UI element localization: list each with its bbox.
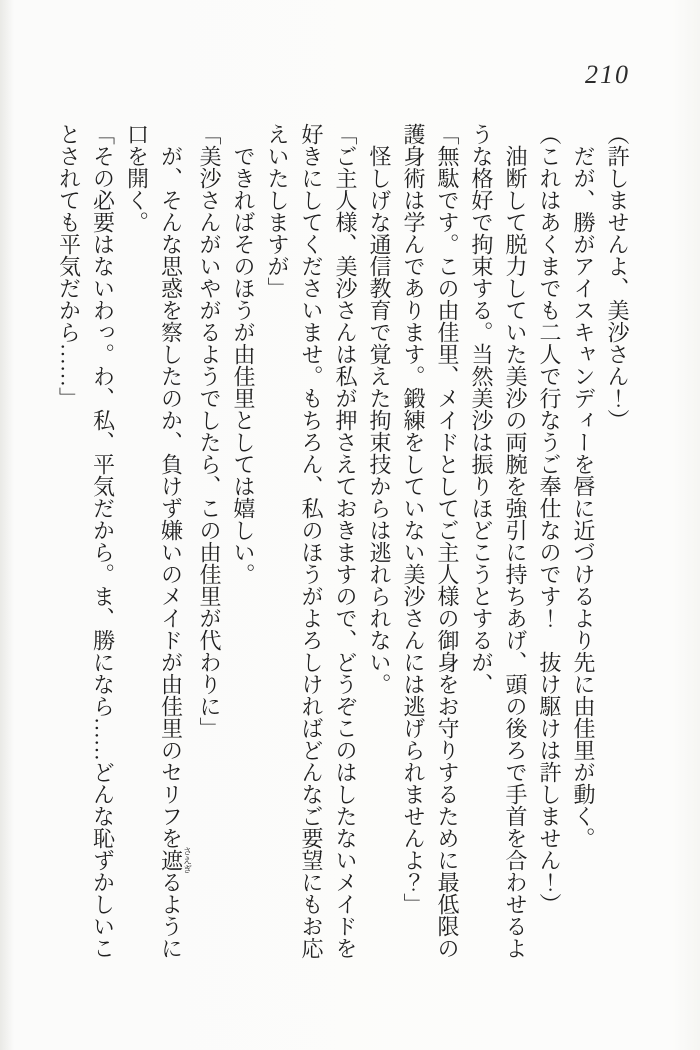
paragraph-text: るように口を開く。 — [124, 123, 184, 959]
paragraph-narration: 怪しげな通信教育で覚えた拘束技からは逃れられない。 — [367, 123, 392, 695]
paragraph-narration: できればそのほうが由佳里としては嬉しい。 — [231, 123, 256, 585]
paragraph-text: が、そんな思惑を察したのか、負けず嫌いのメイドが由佳里のセリフを — [158, 123, 184, 849]
paragraph-dialogue: 「美沙さんがいやがるようでしたら、この由佳里が代わりに」 — [197, 123, 222, 739]
ruby-furigana: さえぎ — [182, 846, 192, 874]
paragraph-narration-with-ruby — [120, 123, 193, 959]
paragraph-dialogue: 「ご主人様、美沙さんは私が押さえておきますので、どうぞこのはしたないメイドを好きにしてくださいませ。もちろん、私のほうがよろしければどんなご要望にもお応えいたしますが」 — [265, 123, 358, 959]
paragraph-thought: （許しませんよ、美沙さん！） — [605, 123, 630, 431]
text-block — [52, 123, 635, 959]
ruby-base: 遮 — [158, 846, 184, 874]
paragraph-thought: （これはあくまでも二人で行なうご奉仕なのです！ 抜け駆けは許しません！） — [537, 123, 562, 915]
paragraph-dialogue: 「無駄です。この由佳里、メイドとしてご主人様の御身をお守りするために最低限の護身術は学んであります。鍛練をしていない美沙さんには逃げられませんよ？」 — [401, 123, 460, 959]
ruby-annotation — [158, 846, 192, 874]
page-number: 210 — [585, 60, 630, 89]
paragraph-narration: 油断して脱力していた美沙の両腕を強引に持ちあげ、頭の後ろで手首を合わせるような格好で拘束する。当然美沙は振りほどこうとするが、 — [469, 123, 528, 959]
paragraph-narration: だが、勝がアイスキャンディーを唇に近づけるより先に由佳里が動く。 — [571, 123, 596, 849]
paragraph-dialogue: 「その必要はないわっ。わ、私、平気だから。ま、勝になら……どんな恥ずかしいことされても平気だから……」 — [56, 123, 116, 959]
